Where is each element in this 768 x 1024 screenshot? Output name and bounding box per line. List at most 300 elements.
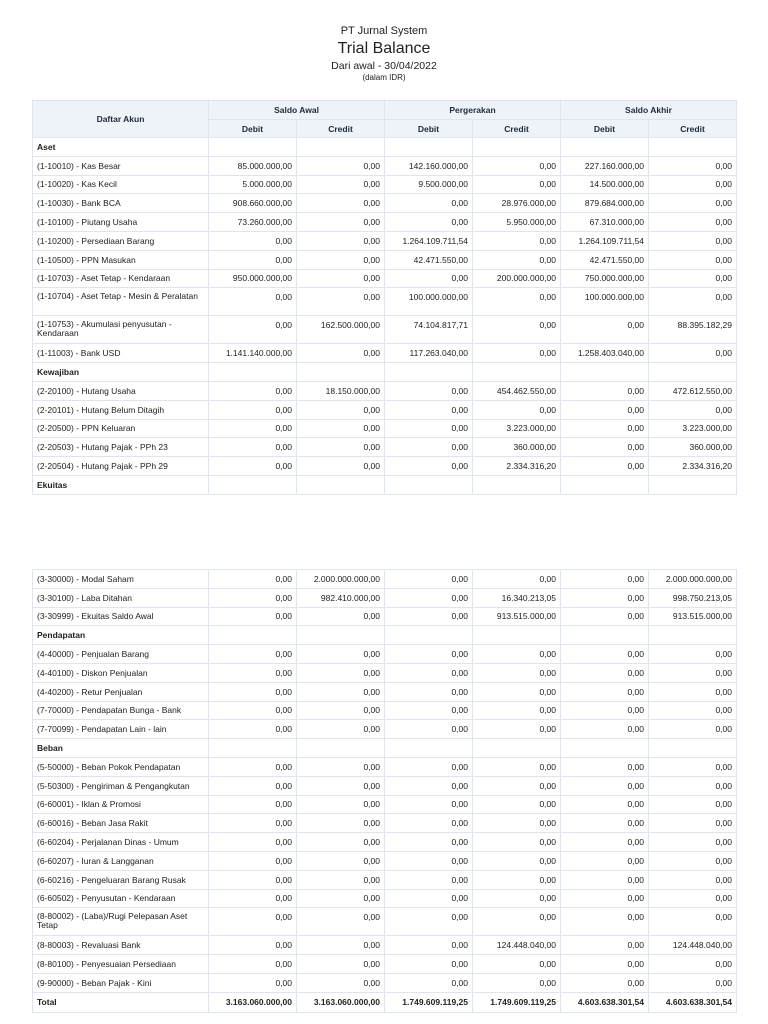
movement-credit-cell: 0,00 — [473, 400, 561, 419]
closing-credit-cell: 0,00 — [649, 250, 737, 269]
account-name: (3-30999) - Ekuitas Saldo Awal — [33, 607, 209, 626]
table-row — [33, 213, 737, 232]
table-row — [33, 588, 737, 607]
closing-credit-cell: 0,00 — [649, 288, 737, 316]
movement-debit-cell: 0,00 — [385, 663, 473, 682]
opening-credit-cell: 0,00 — [297, 851, 385, 870]
header-opening-debit: Debit — [209, 120, 297, 138]
closing-credit-cell: 124.448.040,00 — [649, 936, 737, 955]
opening-debit-cell: 0,00 — [209, 936, 297, 955]
closing-credit-cell: 0,00 — [649, 720, 737, 739]
header-opening-balance: Saldo Awal — [209, 101, 385, 120]
movement-debit-cell: 0,00 — [385, 720, 473, 739]
opening-credit-cell: 0,00 — [297, 194, 385, 213]
empty-cell — [385, 475, 473, 494]
opening-debit-cell: 0,00 — [209, 776, 297, 795]
opening-debit-cell: 0,00 — [209, 316, 297, 344]
account-name: (6-60016) - Beban Jasa Rakit — [33, 814, 209, 833]
closing-debit-cell: 0,00 — [561, 400, 649, 419]
closing-credit-cell: 0,00 — [649, 194, 737, 213]
movement-credit-cell: 0,00 — [473, 814, 561, 833]
table-row — [33, 833, 737, 852]
opening-credit-cell: 0,00 — [297, 250, 385, 269]
closing-debit-cell: 0,00 — [561, 438, 649, 457]
table-row — [33, 194, 737, 213]
closing-debit-cell: 0,00 — [561, 851, 649, 870]
table-row — [33, 288, 737, 316]
opening-debit-cell: 950.000.000,00 — [209, 269, 297, 288]
closing-debit-cell: 14.500.000,00 — [561, 175, 649, 194]
account-name: (4-40200) - Retur Penjualan — [33, 682, 209, 701]
movement-credit-cell: 2.334.316,20 — [473, 457, 561, 476]
empty-cell — [473, 475, 561, 494]
closing-credit-cell: 2.334.316,20 — [649, 457, 737, 476]
closing-debit-cell: 1.258.403.040,00 — [561, 344, 649, 363]
opening-credit-cell: 18.150.000,00 — [297, 381, 385, 400]
movement-credit-cell: 0,00 — [473, 344, 561, 363]
table-row — [33, 757, 737, 776]
table-row — [33, 870, 737, 889]
opening-credit-cell: 0,00 — [297, 889, 385, 908]
movement-debit-cell: 0,00 — [385, 973, 473, 992]
account-name: (3-30000) - Modal Saham — [33, 570, 209, 589]
opening-debit-cell: 0,00 — [209, 438, 297, 457]
trial-balance-table-page-2 — [32, 569, 737, 1013]
movement-debit-cell: 142.160.000,00 — [385, 156, 473, 175]
closing-debit-cell: 4.603.638.301,54 — [561, 992, 649, 1012]
table-row — [33, 955, 737, 974]
closing-credit-cell: 0,00 — [649, 213, 737, 232]
table-row — [33, 682, 737, 701]
closing-debit-cell: 0,00 — [561, 795, 649, 814]
table-row — [33, 156, 737, 175]
opening-debit-cell: 0,00 — [209, 381, 297, 400]
closing-credit-cell: 0,00 — [649, 645, 737, 664]
table-row — [33, 570, 737, 589]
opening-debit-cell: 0,00 — [209, 588, 297, 607]
opening-credit-cell: 0,00 — [297, 269, 385, 288]
closing-credit-cell: 0,00 — [649, 269, 737, 288]
closing-debit-cell: 0,00 — [561, 701, 649, 720]
empty-cell — [473, 739, 561, 758]
closing-credit-cell: 88.395.182,29 — [649, 316, 737, 344]
opening-debit-cell: 0,00 — [209, 231, 297, 250]
table-row — [33, 607, 737, 626]
account-name: (8-80100) - Penyesuaian Persediaan — [33, 955, 209, 974]
total-row — [33, 992, 737, 1012]
account-name: (7-70099) - Pendapatan Lain - lain — [33, 720, 209, 739]
account-name: (1-10100) - Piutang Usaha — [33, 213, 209, 232]
opening-debit-cell: 0,00 — [209, 288, 297, 316]
movement-debit-cell: 0,00 — [385, 701, 473, 720]
opening-debit-cell: 0,00 — [209, 795, 297, 814]
opening-debit-cell: 0,00 — [209, 870, 297, 889]
closing-debit-cell: 0,00 — [561, 833, 649, 852]
opening-debit-cell: 0,00 — [209, 250, 297, 269]
opening-debit-cell: 0,00 — [209, 757, 297, 776]
movement-debit-cell: 74.104.817,71 — [385, 316, 473, 344]
account-name: (6-60204) - Perjalanan Dinas - Umum — [33, 833, 209, 852]
header-closing-credit: Credit — [649, 120, 737, 138]
group-row — [33, 363, 737, 382]
opening-debit-cell: 908.660.000,00 — [209, 194, 297, 213]
opening-debit-cell: 0,00 — [209, 570, 297, 589]
movement-debit-cell: 0,00 — [385, 213, 473, 232]
group-label: Kewajiban — [33, 363, 209, 382]
opening-credit-cell: 982.410.000,00 — [297, 588, 385, 607]
closing-credit-cell: 0,00 — [649, 156, 737, 175]
movement-debit-cell: 0,00 — [385, 682, 473, 701]
table-row — [33, 663, 737, 682]
account-name: (3-30100) - Laba Ditahan — [33, 588, 209, 607]
opening-credit-cell: 0,00 — [297, 776, 385, 795]
movement-credit-cell: 0,00 — [473, 663, 561, 682]
closing-debit-cell: 0,00 — [561, 645, 649, 664]
movement-credit-cell: 0,00 — [473, 156, 561, 175]
account-name: (1-10010) - Kas Besar — [33, 156, 209, 175]
account-name: (1-10020) - Kas Kecil — [33, 175, 209, 194]
closing-debit-cell: 0,00 — [561, 908, 649, 936]
movement-debit-cell: 0,00 — [385, 419, 473, 438]
opening-credit-cell: 0,00 — [297, 757, 385, 776]
account-name: (4-40100) - Diskon Penjualan — [33, 663, 209, 682]
empty-cell — [473, 626, 561, 645]
table-row — [33, 457, 737, 476]
closing-credit-cell: 0,00 — [649, 889, 737, 908]
closing-debit-cell: 0,00 — [561, 870, 649, 889]
closing-debit-cell: 0,00 — [561, 381, 649, 400]
closing-debit-cell: 750.000.000,00 — [561, 269, 649, 288]
header-closing-debit: Debit — [561, 120, 649, 138]
movement-debit-cell: 0,00 — [385, 400, 473, 419]
table-row — [33, 400, 737, 419]
empty-cell — [649, 475, 737, 494]
empty-cell — [561, 626, 649, 645]
movement-debit-cell: 0,00 — [385, 936, 473, 955]
opening-debit-cell: 0,00 — [209, 607, 297, 626]
movement-credit-cell: 16.340.213,05 — [473, 588, 561, 607]
table-row — [33, 250, 737, 269]
movement-credit-cell: 0,00 — [473, 288, 561, 316]
closing-debit-cell: 0,00 — [561, 720, 649, 739]
opening-debit-cell: 0,00 — [209, 400, 297, 419]
empty-cell — [297, 138, 385, 157]
empty-cell — [561, 739, 649, 758]
opening-debit-cell: 0,00 — [209, 851, 297, 870]
closing-debit-cell: 42.471.550,00 — [561, 250, 649, 269]
opening-credit-cell: 162.500.000,00 — [297, 316, 385, 344]
opening-credit-cell: 3.163.060.000,00 — [297, 992, 385, 1012]
empty-cell — [297, 475, 385, 494]
account-name: (2-20100) - Hutang Usaha — [33, 381, 209, 400]
closing-debit-cell: 0,00 — [561, 607, 649, 626]
closing-debit-cell: 0,00 — [561, 663, 649, 682]
group-row — [33, 475, 737, 494]
movement-credit-cell: 1.749.609.119,25 — [473, 992, 561, 1012]
movement-debit-cell: 0,00 — [385, 438, 473, 457]
movement-debit-cell: 0,00 — [385, 645, 473, 664]
closing-credit-cell: 0,00 — [649, 231, 737, 250]
movement-credit-cell: 0,00 — [473, 231, 561, 250]
closing-credit-cell: 0,00 — [649, 757, 737, 776]
closing-debit-cell: 0,00 — [561, 889, 649, 908]
table-row — [33, 851, 737, 870]
opening-credit-cell: 0,00 — [297, 936, 385, 955]
opening-credit-cell: 0,00 — [297, 814, 385, 833]
movement-credit-cell: 0,00 — [473, 570, 561, 589]
empty-cell — [297, 626, 385, 645]
group-row — [33, 138, 737, 157]
movement-debit-cell: 117.263.040,00 — [385, 344, 473, 363]
closing-credit-cell: 0,00 — [649, 955, 737, 974]
movement-credit-cell: 913.515.000,00 — [473, 607, 561, 626]
movement-debit-cell: 0,00 — [385, 833, 473, 852]
movement-credit-cell: 0,00 — [473, 701, 561, 720]
closing-credit-cell: 0,00 — [649, 795, 737, 814]
movement-credit-cell: 0,00 — [473, 250, 561, 269]
table-body-page-1 — [33, 138, 737, 495]
account-name: (6-60216) - Pengeluaran Barang Rusak — [33, 870, 209, 889]
opening-credit-cell: 0,00 — [297, 795, 385, 814]
empty-cell — [649, 739, 737, 758]
opening-debit-cell: 0,00 — [209, 663, 297, 682]
table-row — [33, 419, 737, 438]
movement-debit-cell: 0,00 — [385, 851, 473, 870]
closing-credit-cell: 0,00 — [649, 776, 737, 795]
movement-debit-cell: 0,00 — [385, 381, 473, 400]
header-movement-credit: Credit — [473, 120, 561, 138]
closing-credit-cell: 0,00 — [649, 908, 737, 936]
movement-credit-cell: 200.000.000,00 — [473, 269, 561, 288]
movement-credit-cell: 0,00 — [473, 955, 561, 974]
empty-cell — [385, 138, 473, 157]
account-name: (1-10030) - Bank BCA — [33, 194, 209, 213]
closing-debit-cell: 227.160.000,00 — [561, 156, 649, 175]
movement-debit-cell: 100.000.000,00 — [385, 288, 473, 316]
closing-credit-cell: 0,00 — [649, 682, 737, 701]
movement-credit-cell: 0,00 — [473, 889, 561, 908]
table-row — [33, 344, 737, 363]
movement-debit-cell: 0,00 — [385, 870, 473, 889]
movement-credit-cell: 0,00 — [473, 757, 561, 776]
closing-debit-cell: 0,00 — [561, 419, 649, 438]
movement-credit-cell: 0,00 — [473, 973, 561, 992]
table-row — [33, 973, 737, 992]
closing-credit-cell: 0,00 — [649, 175, 737, 194]
account-name: (1-10703) - Aset Tetap - Kendaraan — [33, 269, 209, 288]
total-label: Total — [33, 992, 209, 1012]
movement-credit-cell: 454.462.550,00 — [473, 381, 561, 400]
group-label: Beban — [33, 739, 209, 758]
empty-cell — [561, 363, 649, 382]
opening-credit-cell: 0,00 — [297, 720, 385, 739]
opening-credit-cell: 0,00 — [297, 419, 385, 438]
movement-credit-cell: 124.448.040,00 — [473, 936, 561, 955]
closing-credit-cell: 998.750.213,05 — [649, 588, 737, 607]
opening-credit-cell: 0,00 — [297, 400, 385, 419]
table-row — [33, 381, 737, 400]
closing-debit-cell: 100.000.000,00 — [561, 288, 649, 316]
closing-debit-cell: 0,00 — [561, 316, 649, 344]
movement-debit-cell: 42.471.550,00 — [385, 250, 473, 269]
movement-credit-cell: 360.000,00 — [473, 438, 561, 457]
opening-credit-cell: 0,00 — [297, 607, 385, 626]
opening-debit-cell: 1.141.140.000,00 — [209, 344, 297, 363]
opening-credit-cell: 0,00 — [297, 955, 385, 974]
opening-debit-cell: 85.000.000,00 — [209, 156, 297, 175]
table-row — [33, 776, 737, 795]
opening-debit-cell: 0,00 — [209, 645, 297, 664]
closing-credit-cell: 0,00 — [649, 701, 737, 720]
opening-debit-cell: 73.260.000,00 — [209, 213, 297, 232]
empty-cell — [561, 475, 649, 494]
closing-debit-cell: 0,00 — [561, 936, 649, 955]
opening-credit-cell: 0,00 — [297, 156, 385, 175]
group-label: Pendapatan — [33, 626, 209, 645]
opening-credit-cell: 0,00 — [297, 344, 385, 363]
closing-credit-cell: 0,00 — [649, 870, 737, 889]
table-row — [33, 231, 737, 250]
report-unit: (dalam IDR) — [362, 73, 406, 82]
movement-credit-cell: 0,00 — [473, 795, 561, 814]
movement-credit-cell: 5.950.000,00 — [473, 213, 561, 232]
opening-debit-cell: 0,00 — [209, 457, 297, 476]
empty-cell — [209, 138, 297, 157]
opening-debit-cell: 0,00 — [209, 720, 297, 739]
opening-credit-cell: 0,00 — [297, 682, 385, 701]
empty-cell — [473, 363, 561, 382]
table-body-page-2 — [33, 570, 737, 1013]
opening-credit-cell: 0,00 — [297, 973, 385, 992]
account-name: (2-20101) - Hutang Belum Ditagih — [33, 400, 209, 419]
closing-debit-cell: 67.310.000,00 — [561, 213, 649, 232]
header-movement-debit: Debit — [385, 120, 473, 138]
account-name: (4-40000) - Penjualan Barang — [33, 645, 209, 664]
table-row — [33, 701, 737, 720]
closing-credit-cell: 3.223.000,00 — [649, 419, 737, 438]
table-row — [33, 908, 737, 936]
account-name: (9-90000) - Beban Pajak - Kini — [33, 973, 209, 992]
closing-debit-cell: 0,00 — [561, 757, 649, 776]
movement-debit-cell: 0,00 — [385, 795, 473, 814]
account-name: (8-80002) - (Laba)/Rugi Pelepasan Aset Tetap — [33, 908, 209, 936]
movement-credit-cell: 0,00 — [473, 833, 561, 852]
table-row — [33, 438, 737, 457]
opening-debit-cell: 3.163.060.000,00 — [209, 992, 297, 1012]
account-name: (2-20503) - Hutang Pajak - PPh 23 — [33, 438, 209, 457]
opening-credit-cell: 0,00 — [297, 213, 385, 232]
opening-credit-cell: 0,00 — [297, 438, 385, 457]
opening-debit-cell: 0,00 — [209, 908, 297, 936]
opening-debit-cell: 0,00 — [209, 973, 297, 992]
empty-cell — [649, 363, 737, 382]
movement-debit-cell: 0,00 — [385, 194, 473, 213]
opening-debit-cell: 0,00 — [209, 701, 297, 720]
opening-debit-cell: 0,00 — [209, 955, 297, 974]
movement-credit-cell: 0,00 — [473, 175, 561, 194]
table-row — [33, 936, 737, 955]
empty-cell — [385, 363, 473, 382]
empty-cell — [649, 626, 737, 645]
movement-credit-cell: 0,00 — [473, 682, 561, 701]
report-period: Dari awal - 30/04/2022 — [331, 60, 437, 72]
empty-cell — [561, 138, 649, 157]
account-name: (1-10753) - Akumulasi penyusutan - Kendaraan — [33, 316, 209, 344]
closing-credit-cell: 360.000,00 — [649, 438, 737, 457]
opening-credit-cell: 0,00 — [297, 175, 385, 194]
account-name: (1-10704) - Aset Tetap - Mesin & Peralatan — [33, 288, 209, 316]
movement-credit-cell: 0,00 — [473, 645, 561, 664]
movement-debit-cell: 0,00 — [385, 607, 473, 626]
closing-credit-cell: 913.515.000,00 — [649, 607, 737, 626]
opening-credit-cell: 0,00 — [297, 908, 385, 936]
account-name: (1-10200) - Persediaan Barang — [33, 231, 209, 250]
closing-credit-cell: 0,00 — [649, 833, 737, 852]
opening-debit-cell: 0,00 — [209, 682, 297, 701]
closing-debit-cell: 0,00 — [561, 955, 649, 974]
closing-credit-cell: 0,00 — [649, 814, 737, 833]
movement-credit-cell: 28.976.000,00 — [473, 194, 561, 213]
closing-credit-cell: 4.603.638.301,54 — [649, 992, 737, 1012]
header-closing-balance: Saldo Akhir — [561, 101, 737, 120]
account-name: (6-60502) - Penyusutan - Kendaraan — [33, 889, 209, 908]
movement-credit-cell: 0,00 — [473, 776, 561, 795]
opening-credit-cell: 0,00 — [297, 701, 385, 720]
movement-debit-cell: 1.749.609.119,25 — [385, 992, 473, 1012]
trial-balance-table-page-1 — [32, 100, 737, 495]
movement-credit-cell: 0,00 — [473, 720, 561, 739]
empty-cell — [385, 739, 473, 758]
movement-debit-cell: 1.264.109.711,54 — [385, 231, 473, 250]
opening-credit-cell: 0,00 — [297, 457, 385, 476]
opening-debit-cell: 0,00 — [209, 889, 297, 908]
report-title: Trial Balance — [337, 40, 431, 57]
header-movement: Pergerakan — [385, 101, 561, 120]
table-row — [33, 175, 737, 194]
empty-cell — [209, 626, 297, 645]
movement-debit-cell: 0,00 — [385, 269, 473, 288]
movement-debit-cell: 0,00 — [385, 457, 473, 476]
group-row — [33, 739, 737, 758]
closing-debit-cell: 0,00 — [561, 457, 649, 476]
closing-debit-cell: 0,00 — [561, 776, 649, 795]
closing-credit-cell: 0,00 — [649, 400, 737, 419]
group-label: Aset — [33, 138, 209, 157]
table-row — [33, 814, 737, 833]
table-row — [33, 645, 737, 664]
company-name: PT Jurnal System — [340, 25, 428, 37]
opening-debit-cell: 0,00 — [209, 833, 297, 852]
account-name: (5-50300) - Pengiriman & Pengangkutan — [33, 776, 209, 795]
opening-credit-cell: 0,00 — [297, 645, 385, 664]
movement-credit-cell: 0,00 — [473, 908, 561, 936]
closing-debit-cell: 0,00 — [561, 682, 649, 701]
movement-debit-cell: 0,00 — [385, 814, 473, 833]
account-name: (1-11003) - Bank USD — [33, 344, 209, 363]
closing-credit-cell: 0,00 — [649, 851, 737, 870]
closing-credit-cell: 2.000.000.000,00 — [649, 570, 737, 589]
opening-credit-cell: 0,00 — [297, 833, 385, 852]
empty-cell — [649, 138, 737, 157]
movement-debit-cell: 9.500.000,00 — [385, 175, 473, 194]
table-row — [33, 269, 737, 288]
empty-cell — [385, 626, 473, 645]
closing-debit-cell: 0,00 — [561, 814, 649, 833]
account-name: (2-20500) - PPN Keluaran — [33, 419, 209, 438]
account-name: (6-60207) - Iuran & Langganan — [33, 851, 209, 870]
group-row — [33, 626, 737, 645]
closing-credit-cell: 0,00 — [649, 344, 737, 363]
